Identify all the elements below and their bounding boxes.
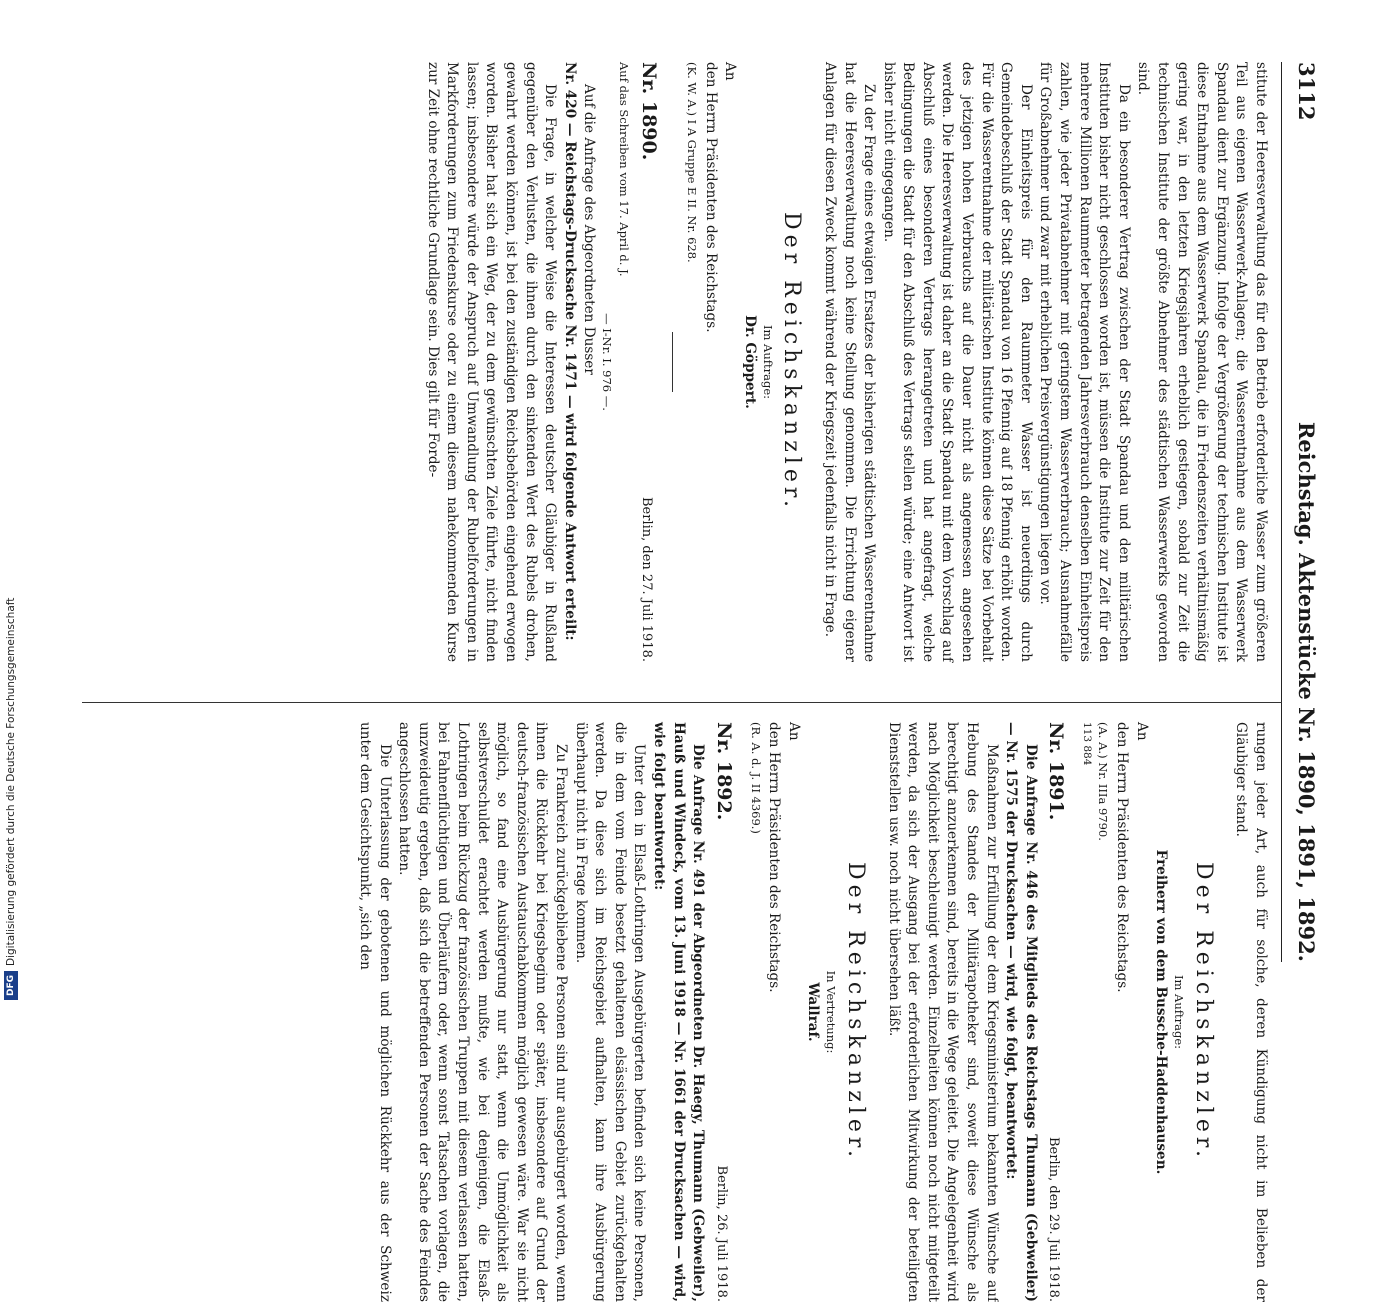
left-column [422,62,1270,662]
inquiry-intro: Nr. 420 — Reichstags-Drucksache Nr. 1471 — wird folgende Antwort erteilt: [561,62,578,641]
inquiry-intro: Auf die Anfrage des Abgeordneten Dusser [581,84,598,375]
dateline: Berlin, den 27. Juli 1918. [638,497,654,662]
paragraph: Da ein besonderer Vertrag zwischen der Stadt Spandau und den militärischen Instituten bisher nicht geschlossen worden ist, müssen die Institute zur Zeit für den mehrere Millionen Raummeter betragenden Jahresverbrauch denselben Einheitspreis zahlen, wie jeder Privatabnehmer mit geringstem Wasserverbrauch; Ausnahmefälle für Großabnehmer und zwar mit erheblichen Preisvergünstigungen liegen vor. [1037,62,1132,662]
inquiry-intro: Die Anfrage Nr. 446 des Mitglieds des Reichstags Thumann (Gebweiler) — Nr. 1575 der Drucksachen — wird, wie folgt, beantwortet: [1003,722,1039,1302]
address-to: An [785,722,802,741]
column-divider [82,702,1282,703]
reference-stamp: 113 884 [1081,722,1094,766]
document-page [82,62,1322,1302]
signoff-name: Dr. Göppert. [741,315,758,409]
signoff-name: Wallraf. [805,982,822,1042]
digitization-footer [4,598,18,1000]
signoff-by: Im Auftrage: [1172,974,1187,1050]
paragraph: stitute der Heeresverwaltung das für den Betrieb erforderliche Wasser zum größeren Teil aus eigenen Wasserwerk-Anlagen; die Wasserentnahme aus dem Wasserwerk Spandau dient zur Ergänzung. Infolge der Vergrößerung der technischen Institute ist diese Entnahme aus dem Wasserwerk Spandau, die in Friedenszeiten verhältnismäßig gering war, in den letzten Kriegsjahren erheblich gestiegen, sobald zur Zeit die technischen Institute der größte Abnehmer des städtischen Wasserwerks geworden sind. [1135,62,1269,662]
signoff-title: Der Reichskanzler. [779,212,805,512]
signoff-by: Im Auftrage: [760,324,775,400]
document-number: Nr. 1891. [1045,722,1068,821]
paragraph: Die Unterlassung der gebotenen und möglichen Rückkehr aus der Schweiz unter dem Gesichtspunkt, „sich den [357,722,393,1302]
right-column [354,722,1270,1302]
paragraph: Zu Frankreich zurückgebliebene Personen sind nur ausgebürgert worden, wenn ihnen die Rückkehr bei Kriegsbeginn oder später, insbesondere auf Grund der deutsch-französischen Austauschabkommen möglich gewesen wäre. War sie nicht möglich, so fand eine Ausbürgerung nur statt, wenn die Unmöglichkeit als selbstverschuldet erachtet werden mußte, wie bei denjenigen, die Elsaß-Lothringen beim Rückzug der französischen Truppen mit diesem verlassen hatten, bei Fahnenflüchtigen und Überläufern oder, wenn sonst Tatsachen vorlagen, die unzweideutig ergeben, daß sich die betreffenden Personen der Sache des Feindes angeschlossen hatten. [396,722,569,1302]
paragraph: Der Einheitspreis für den Raummeter Wasser ist neuerdings durch Gemeindebeschluß der Stadt Spandau von 16 Pfennig auf 18 Pfennig erhöht worden. Für die Wasserentnahme der militärischen Institute können diese Sätze bei Vorbehalt des jetzigen hohen Verbrauchs auf die Dauer nicht als angemessen angesehen werden. Die Heeresverwaltung ist daher an die Stadt Spandau mit dem Vorschlag auf Abschluß eines besonderen Vertrags herangetreten und hat angefragt, welche Bedingungen die Stadt für den Abschluß des Vertrags stellen würde; eine Antwort ist bisher nicht eingegangen. [880,62,1034,662]
page-number: 3112 [1294,62,1319,121]
paragraph: rungen jeder Art, auch für solche, deren Kündigung nicht im Belieben der Gläubiger stand. [1233,722,1269,1302]
letter-reference: — I-Nr. I. 976 —. [600,313,615,411]
paragraph: Die Frage, in welcher Weise die Interessen deutscher Gläubiger in Rußland gegenüber den Verlusten, die ihnen durch den sinkenden Wert des Rubels drohen, gewahrt werden können, ist bei den zuständigen Reichsbehörden eingehend erwogen worden. Bisher hat sich ein Weg, der zu dem gewünschten Ziele führte, nicht finden lassen; insbesondere würde der Anspruch auf Umwandlung der Rubelforderungen in Markforderungen zum Friedenskurse oder zu einem diesem nahekommenden Kurse zur Zeit ohne rechtliche Grundlage sein. Dies gilt für Forde- [424,62,559,662]
letter-reference: Auf das Schreiben vom 17. April d. J. [617,62,632,277]
document-number: Nr. 1890. [637,62,660,161]
dfg-logo: DFG [4,971,18,1000]
running-head: Reichstag. Aktenstücke Nr. 1890, 1891, 1892. [1294,421,1319,962]
address-to: An [722,62,739,81]
paragraph: Maßnahmen zur Erfüllung der dem Kriegsministerium bekannten Wünsche auf Hebung des Standes der Militärapotheker sind, soweit diese Wünsche als berechtigt anzuerkennen sind, bereits in die Wege geleitet. Die Angelegenheit wird nach Möglichkeit beschleunigt werden. Einzelheiten können noch nicht mitgeteilt werden, da sich der Ausgang bei der erforderlichen Mitwirkung der beteiligten Dienststellen usw. noch nicht übersehen läßt. [885,722,1000,1302]
document-number: Nr. 1892. [712,722,735,821]
address-to: An [1133,722,1150,741]
signoff-name: Freiherr von dem Bussche-Haddenhausen. [1153,849,1170,1175]
signoff-by: In Vertretung: [824,970,839,1054]
inquiry-intro: Die Anfrage Nr. 491 der Abgeordneten Dr. Haegy, Thumann (Gebweiler), Hauß und Windeck, vom 13. Juni 1918 — Nr. 1661 der Drucksachen — wird, wie folgt beantwortet: [650,722,707,1302]
separator [672,332,673,392]
address-recipient: den Herrn Präsidenten des Reichstags. [1114,722,1131,993]
reference: (R. A. d. J. II 4369.) [748,722,763,834]
dateline: Berlin, den 29. Juli 1918. [1046,1137,1062,1302]
signoff-title: Der Reichskanzler. [843,862,869,1162]
paragraph: Unter den in Elsaß-Lothringen Ausgebürgerten befinden sich keine Personen, die in dem vom Feinde besetzt gehaltenen elsässischen Gebiet zurückgehalten werden. Da diese sich im Reichsgebiet aufhalten, kann ihre Ausbürgerung überhaupt nicht in Frage kommen. [572,722,648,1302]
dateline: Berlin, 26. Juli 1918. [713,1165,729,1302]
paragraph: Zu der Frage eines etwaigen Ersatzes der bisherigen städtischen Wasserentnahme hat die Heeresverwaltung noch keine Stellung genommen. Die Errichtung eigener Anlagen für diesen Zweck kommt während der Kriegszeit jedenfalls nicht in Frage. [821,62,878,662]
signoff-title: Der Reichskanzler. [1190,862,1216,1162]
address-recipient: den Herrn Präsidenten des Reichstags. [702,62,719,333]
address-recipient: den Herrn Präsidenten des Reichstags. [766,722,783,993]
header-rule [1281,62,1282,962]
digitization-note: Digitalisierung gefördert durch die Deutsche Forschungsgemeinschaft [5,597,17,966]
reference: (A. A.) Nr. IIIa 9790. [1096,722,1111,841]
reference: (K. W. A.) I A Gruppe E II. Nr. 628. [684,62,699,263]
